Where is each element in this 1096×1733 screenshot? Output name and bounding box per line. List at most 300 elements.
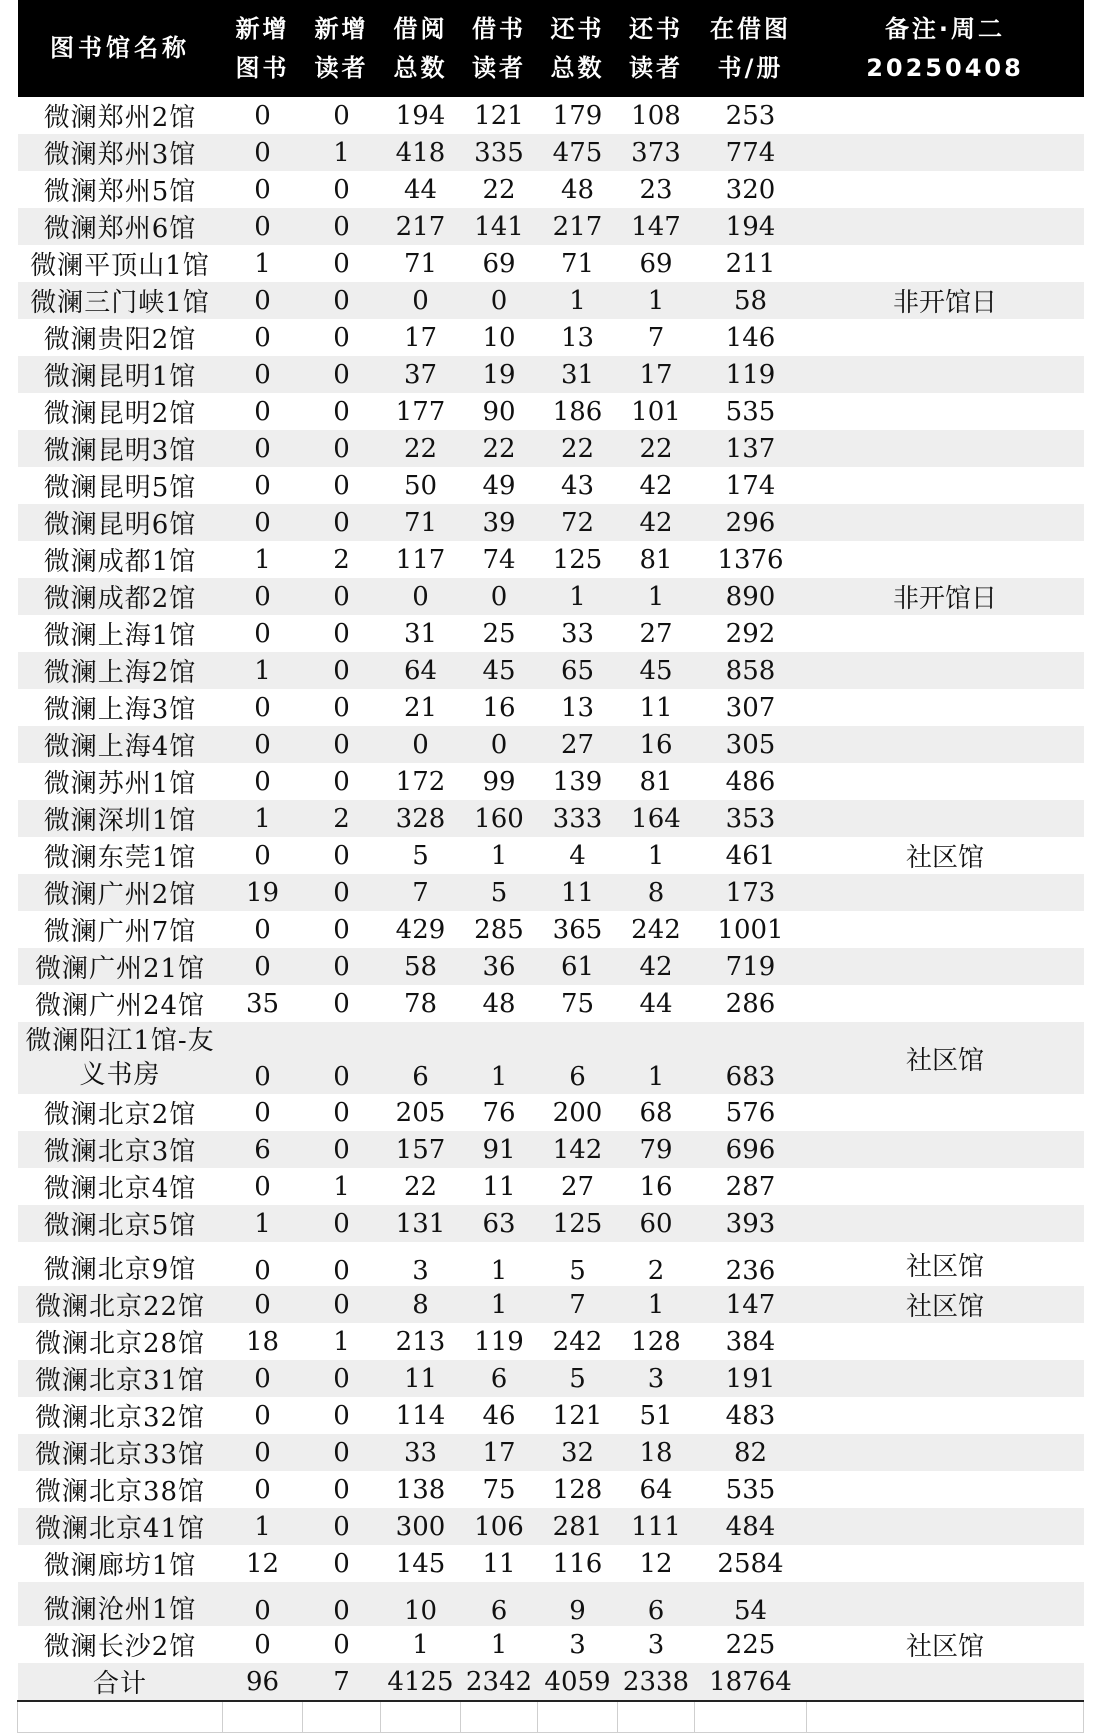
value-cell: 90: [482, 396, 516, 427]
value-cell: 147: [631, 211, 681, 242]
value-cell: 48: [482, 988, 516, 1019]
note-cell: 社区馆: [905, 1045, 984, 1076]
value-cell: 23: [639, 174, 673, 205]
table-row: [18, 1545, 1084, 1582]
value-cell: 0: [333, 581, 350, 612]
value-cell: 121: [552, 1400, 603, 1431]
value-cell: 69: [482, 248, 516, 279]
value-cell: 475: [552, 137, 603, 168]
note-cell: [807, 615, 1084, 652]
value-cell: 890: [725, 581, 776, 612]
value-cell: 5: [569, 1363, 586, 1394]
footer-empty-row: [18, 1701, 1084, 1733]
value-cell: 11: [639, 692, 673, 723]
value-cell: 71: [560, 248, 595, 279]
value-cell: 211: [725, 248, 776, 279]
value-cell: 177: [395, 396, 446, 427]
table-row: [18, 134, 1084, 171]
value-cell: 61: [560, 951, 595, 982]
value-cell: 7: [333, 1666, 350, 1697]
value-cell: 1: [647, 1062, 665, 1092]
value-cell: 117: [395, 544, 446, 575]
header-return-total: 还书 总数: [538, 0, 618, 97]
library-name-cell: 微澜昆明6馆: [43, 510, 197, 540]
table-row: [18, 1286, 1084, 1323]
header-note: 备注·周二 20250408: [807, 0, 1084, 97]
value-cell: 320: [725, 174, 776, 205]
value-cell: 535: [725, 1474, 776, 1505]
library-stats-table: [17, 0, 1084, 1733]
value-cell: 0: [254, 1062, 271, 1092]
value-cell: 1: [254, 1511, 271, 1542]
value-cell: 0: [254, 1171, 271, 1202]
value-cell: 0: [333, 1437, 350, 1468]
value-cell: 0: [254, 951, 271, 982]
value-cell: 1: [490, 1289, 508, 1320]
note-cell: [807, 1508, 1084, 1545]
value-cell: 131: [395, 1208, 446, 1239]
value-cell: 0: [333, 1474, 350, 1505]
value-cell: 5: [569, 1256, 586, 1286]
value-cell: 11: [560, 877, 595, 908]
value-cell: 64: [639, 1474, 673, 1505]
library-name-cell: 微澜上海3馆: [43, 695, 197, 725]
library-name-cell: 微澜贵阳2馆: [43, 325, 197, 355]
value-cell: 576: [725, 1097, 776, 1128]
value-cell: 0: [254, 211, 271, 242]
value-cell: 121: [474, 100, 524, 131]
value-cell: 46: [482, 1400, 516, 1431]
value-cell: 50: [403, 470, 438, 501]
value-cell: 18764: [709, 1666, 792, 1697]
value-cell: 719: [725, 951, 776, 982]
value-cell: 0: [254, 729, 271, 760]
library-name-cell: 微澜沧州1馆: [43, 1595, 197, 1625]
note-cell: [807, 171, 1084, 208]
table-row: [18, 282, 1084, 319]
value-cell: 205: [395, 1097, 446, 1128]
note-cell: 社区馆: [905, 1292, 984, 1322]
header-library-name: 图书馆名称: [18, 0, 223, 97]
library-name-cell: 微澜三门峡1馆: [30, 288, 210, 318]
value-cell: 8: [647, 877, 665, 908]
value-cell: 0: [254, 137, 271, 168]
note-cell: [807, 1323, 1084, 1360]
value-cell: 300: [395, 1511, 446, 1542]
value-cell: 217: [552, 211, 603, 242]
value-cell: 33: [560, 618, 595, 649]
value-cell: 1: [333, 1171, 350, 1202]
value-cell: 173: [725, 877, 776, 908]
value-cell: 4125: [387, 1666, 454, 1697]
value-cell: 0: [333, 100, 350, 131]
value-cell: 365: [552, 914, 603, 945]
note-cell: [807, 1131, 1084, 1168]
value-cell: 33: [403, 1437, 438, 1468]
library-name-cell: 微澜北京28馆: [34, 1329, 206, 1359]
value-cell: 242: [631, 914, 681, 945]
value-cell: 242: [552, 1326, 603, 1357]
note-cell: 非开馆日: [892, 288, 997, 318]
value-cell: 2: [333, 803, 350, 834]
value-cell: 54: [733, 1596, 768, 1626]
value-cell: 137: [725, 433, 776, 464]
value-cell: 12: [639, 1548, 673, 1579]
library-name-cell: 微澜上海2馆: [43, 658, 197, 688]
value-cell: 8: [412, 1289, 429, 1320]
table-row: [18, 615, 1084, 652]
library-name-cell: 微澜北京2馆: [43, 1100, 197, 1130]
value-cell: 31: [560, 359, 595, 390]
value-cell: 27: [560, 729, 595, 760]
value-cell: 119: [725, 359, 776, 390]
note-cell: [807, 356, 1084, 393]
note-cell: [807, 689, 1084, 726]
library-name-cell: 微澜北京3馆: [43, 1137, 197, 1167]
value-cell: 22: [639, 433, 673, 464]
value-cell: 3: [647, 1629, 665, 1660]
table-body: [18, 97, 1084, 1701]
value-cell: 0: [333, 766, 350, 797]
note-cell: 社区馆: [905, 1632, 984, 1662]
note-cell: [807, 504, 1084, 541]
value-cell: 0: [333, 1596, 350, 1626]
value-cell: 119: [474, 1326, 524, 1357]
value-cell: 44: [639, 988, 673, 1019]
value-cell: 483: [725, 1400, 776, 1431]
note-cell: [807, 1582, 1084, 1626]
value-cell: 0: [333, 507, 350, 538]
library-name-cell: 微澜成都1馆: [43, 547, 197, 577]
value-cell: 0: [254, 1437, 271, 1468]
value-cell: 63: [482, 1208, 516, 1239]
value-cell: 71: [403, 507, 438, 538]
value-cell: 0: [333, 692, 350, 723]
value-cell: 296: [725, 507, 776, 538]
table-row: [18, 874, 1084, 911]
note-cell: [807, 985, 1084, 1022]
value-cell: 1: [647, 1289, 665, 1320]
table-row: [18, 1360, 1084, 1397]
value-cell: 18: [639, 1437, 673, 1468]
value-cell: 213: [395, 1326, 446, 1357]
library-name-cell: 微澜昆明1馆: [43, 362, 197, 392]
value-cell: 146: [725, 322, 776, 353]
value-cell: 683: [725, 1062, 776, 1092]
value-cell: 0: [333, 1062, 350, 1092]
value-cell: 75: [482, 1474, 516, 1505]
table-row: [18, 1323, 1084, 1360]
table-row: [18, 1471, 1084, 1508]
value-cell: 39: [482, 507, 516, 538]
value-cell: 17: [639, 359, 673, 390]
value-cell: 64: [403, 655, 438, 686]
value-cell: 0: [333, 322, 350, 353]
value-cell: 1: [647, 581, 665, 612]
value-cell: 0: [333, 1629, 350, 1660]
value-cell: 307: [725, 692, 776, 723]
value-cell: 35: [245, 988, 280, 1019]
table-row: [18, 911, 1084, 948]
value-cell: 78: [403, 988, 438, 1019]
value-cell: 0: [333, 914, 350, 945]
table-row: [18, 1168, 1084, 1205]
value-cell: 58: [733, 285, 768, 316]
note-cell: 社区馆: [905, 843, 984, 873]
value-cell: 0: [333, 877, 350, 908]
value-cell: 22: [560, 433, 595, 464]
header-borrow-readers: 借书 读者: [461, 0, 538, 97]
value-cell: 0: [412, 581, 429, 612]
value-cell: 42: [639, 470, 673, 501]
value-cell: 0: [333, 840, 350, 871]
table-row: [18, 1626, 1084, 1663]
table-row: [18, 1582, 1084, 1626]
value-cell: 12: [245, 1548, 280, 1579]
note-cell: [807, 726, 1084, 763]
library-name-cell: 微澜北京5馆: [43, 1211, 197, 1241]
value-cell: 139: [552, 766, 603, 797]
value-cell: 179: [552, 100, 603, 131]
value-cell: 461: [725, 840, 776, 871]
value-cell: 147: [725, 1289, 776, 1320]
value-cell: 0: [254, 507, 271, 538]
value-cell: 0: [333, 470, 350, 501]
table-row: [18, 319, 1084, 356]
library-name-cell: 微澜郑州6馆: [43, 214, 197, 244]
value-cell: 0: [333, 1400, 350, 1431]
value-cell: 429: [395, 914, 446, 945]
value-cell: 16: [639, 729, 673, 760]
value-cell: 0: [254, 433, 271, 464]
value-cell: 25: [482, 618, 516, 649]
library-name-cell: 微澜成都2馆: [43, 584, 197, 614]
library-name-cell: 微澜上海4馆: [43, 732, 197, 762]
table-row: [18, 393, 1084, 430]
value-cell: 0: [490, 729, 508, 760]
value-cell: 10: [482, 322, 516, 353]
value-cell: 1: [254, 655, 271, 686]
value-cell: 0: [333, 1548, 350, 1579]
value-cell: 22: [403, 433, 438, 464]
table-row: [18, 430, 1084, 467]
value-cell: 194: [725, 211, 776, 242]
value-cell: 42: [639, 951, 673, 982]
note-cell: [807, 763, 1084, 800]
value-cell: 194: [395, 100, 446, 131]
value-cell: 51: [639, 1400, 673, 1431]
table-row: [18, 726, 1084, 763]
value-cell: 45: [639, 655, 673, 686]
value-cell: 17: [482, 1437, 516, 1468]
table-row: [18, 689, 1084, 726]
value-cell: 22: [482, 174, 516, 205]
value-cell: 418: [395, 137, 446, 168]
value-cell: 1: [490, 1629, 508, 1660]
value-cell: 4: [569, 840, 586, 871]
value-cell: 0: [254, 840, 271, 871]
value-cell: 1: [333, 137, 350, 168]
value-cell: 13: [560, 322, 595, 353]
value-cell: 1: [490, 1256, 508, 1286]
value-cell: 186: [552, 396, 603, 427]
value-cell: 5: [490, 877, 508, 908]
header-on-loan: 在借图 书/册: [695, 0, 807, 97]
table-row: [18, 356, 1084, 393]
table-row: [18, 97, 1084, 134]
note-cell: [807, 430, 1084, 467]
value-cell: 305: [725, 729, 776, 760]
total-row: [18, 1663, 1084, 1701]
table-row: [18, 837, 1084, 874]
value-cell: 0: [333, 1097, 350, 1128]
value-cell: 0: [490, 285, 508, 316]
value-cell: 174: [725, 470, 776, 501]
value-cell: 2342: [465, 1666, 533, 1697]
value-cell: 75: [560, 988, 595, 1019]
note-cell: [807, 393, 1084, 430]
value-cell: 22: [482, 433, 516, 464]
library-name-cell: 微澜昆明2馆: [43, 399, 197, 429]
library-name-cell: 微澜广州24馆: [34, 991, 206, 1021]
value-cell: 0: [254, 322, 271, 353]
value-cell: 1: [254, 544, 271, 575]
value-cell: 69: [639, 248, 673, 279]
value-cell: 0: [254, 1256, 271, 1286]
value-cell: 2: [333, 544, 350, 575]
note-cell: [807, 134, 1084, 171]
note-cell: [807, 874, 1084, 911]
value-cell: 0: [254, 692, 271, 723]
value-cell: 79: [639, 1134, 673, 1165]
value-cell: 858: [725, 655, 776, 686]
library-name-cell: 微澜廊坊1馆: [43, 1551, 197, 1581]
value-cell: 9: [569, 1596, 586, 1626]
value-cell: 16: [639, 1171, 673, 1202]
value-cell: 1: [569, 581, 586, 612]
value-cell: 0: [333, 1208, 350, 1239]
table-row: [18, 1242, 1084, 1286]
value-cell: 2338: [622, 1666, 690, 1697]
value-cell: 11: [403, 1363, 438, 1394]
table-row: [18, 245, 1084, 282]
library-name-cell: 微澜东莞1馆: [43, 843, 197, 873]
value-cell: 31: [403, 618, 438, 649]
value-cell: 0: [254, 100, 271, 131]
value-cell: 1: [490, 840, 508, 871]
note-cell: [807, 319, 1084, 356]
value-cell: 49: [482, 470, 516, 501]
value-cell: 217: [395, 211, 446, 242]
value-cell: 328: [395, 803, 446, 834]
value-cell: 125: [552, 1208, 603, 1239]
header-borrow-total: 借阅 总数: [381, 0, 461, 97]
library-name-cell: 微澜广州21馆: [34, 954, 206, 984]
note-cell: [807, 1663, 1084, 1701]
value-cell: 292: [725, 618, 776, 649]
value-cell: 1: [412, 1629, 429, 1660]
value-cell: 37: [403, 359, 438, 390]
value-cell: 373: [631, 137, 681, 168]
value-cell: 19: [245, 877, 280, 908]
library-name-cell: 微澜苏州1馆: [43, 769, 197, 799]
value-cell: 696: [725, 1134, 776, 1165]
note-cell: 社区馆: [905, 1251, 984, 1282]
value-cell: 2584: [717, 1548, 784, 1579]
value-cell: 19: [482, 359, 516, 390]
note-cell: [807, 1205, 1084, 1242]
library-name-cell: 微澜北京38馆: [34, 1477, 206, 1507]
value-cell: 164: [631, 803, 681, 834]
note-cell: [807, 800, 1084, 837]
library-name-cell: 微澜深圳1馆: [43, 806, 197, 836]
value-cell: 0: [412, 729, 429, 760]
library-name-cell: 微澜昆明5馆: [43, 473, 197, 503]
table-row: [18, 1508, 1084, 1545]
value-cell: 72: [560, 507, 595, 538]
note-cell: [807, 1545, 1084, 1582]
note-cell: [807, 1434, 1084, 1471]
value-cell: 353: [725, 803, 776, 834]
value-cell: 81: [639, 544, 673, 575]
library-name-cell: 微澜阳江1馆-友义书房: [25, 1026, 215, 1090]
value-cell: 0: [333, 285, 350, 316]
value-cell: 0: [333, 655, 350, 686]
value-cell: 4059: [544, 1666, 611, 1697]
value-cell: 0: [254, 618, 271, 649]
value-cell: 535: [725, 396, 776, 427]
value-cell: 484: [725, 1511, 776, 1542]
value-cell: 44: [403, 174, 438, 205]
table-row: [18, 1094, 1084, 1131]
value-cell: 11: [482, 1548, 516, 1579]
value-cell: 74: [482, 544, 516, 575]
value-cell: 5: [412, 840, 429, 871]
value-cell: 141: [474, 211, 524, 242]
value-cell: 1001: [717, 914, 784, 945]
value-cell: 2: [647, 1256, 665, 1286]
value-cell: 101: [631, 396, 681, 427]
library-name-cell: 微澜北京41馆: [34, 1514, 206, 1544]
value-cell: 71: [403, 248, 438, 279]
note-cell: [807, 208, 1084, 245]
value-cell: 393: [725, 1208, 776, 1239]
library-name-cell: 微澜平顶山1馆: [30, 251, 210, 281]
value-cell: 32: [560, 1437, 595, 1468]
value-cell: 236: [725, 1256, 776, 1286]
value-cell: 0: [254, 1596, 271, 1626]
table-row: [18, 578, 1084, 615]
value-cell: 128: [631, 1326, 681, 1357]
value-cell: 287: [725, 1171, 776, 1202]
value-cell: 0: [254, 581, 271, 612]
value-cell: 142: [552, 1134, 603, 1165]
library-name-cell: 微澜郑州5馆: [43, 177, 197, 207]
value-cell: 11: [482, 1171, 516, 1202]
value-cell: 0: [412, 285, 429, 316]
library-name-cell: 微澜北京32馆: [34, 1403, 206, 1433]
value-cell: 191: [725, 1363, 776, 1394]
value-cell: 128: [552, 1474, 603, 1505]
table-row: [18, 171, 1084, 208]
value-cell: 3: [569, 1629, 586, 1660]
value-cell: 27: [560, 1171, 595, 1202]
header-row: [18, 0, 1084, 97]
value-cell: 91: [482, 1134, 516, 1165]
value-cell: 0: [333, 729, 350, 760]
value-cell: 1: [569, 285, 586, 316]
table-row: [18, 800, 1084, 837]
